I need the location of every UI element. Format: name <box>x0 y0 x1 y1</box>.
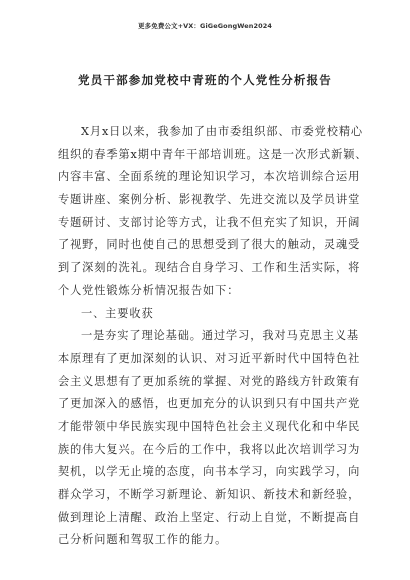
body-line: 了更加深入的感悟，也更加充分的认识到只有中国共产党 <box>58 397 361 411</box>
body-line: 到了深刻的洗礼。现结合自身学习、工作和生活实际，将 <box>58 261 361 275</box>
document-title: 党员干部参加党校中青班的个人党性分析报告 <box>78 73 332 87</box>
body-line: 群众学习，不断学习新理论、新知识、新技术和新经验， <box>58 488 361 501</box>
body-line: 专题讲座、案例分析、影视教学、先进交流以及学员讲堂 <box>58 193 361 207</box>
header-note: 更多免费公文+VX：GiGeGongWen2024 <box>138 22 272 30</box>
body-line: 个人党性锻炼分析情况报告如下： <box>58 283 240 297</box>
body-line: 专题研讨、支部讨论等方式，让我不但充实了知识，开阔 <box>58 215 361 229</box>
body-line: 一、主要收获 <box>81 306 154 320</box>
body-line: 契机，以学无止境的态度，向书本学习，向实践学习，向 <box>58 465 361 479</box>
body-line: 族的伟大复兴。在今后的工作中，我将以此次培训学习为 <box>58 442 361 456</box>
body-line: 才能带领中华民族实现中国特色社会主义现代化和中华民 <box>58 419 361 433</box>
body-line: 组织的春季第x期中青年干部培训班。这是一次形式新颖、 <box>58 147 368 161</box>
body-line: 己分析问题和驾驭工作的能力。 <box>58 533 228 547</box>
body-line: 做到理论上清醒、政治上坚定、行动上自觉，不断提高自 <box>58 510 361 524</box>
body-line: 一是夯实了理论基础。通过学习，我对马克思主义基 <box>81 329 360 343</box>
body-line: 会主义思想有了更加系统的掌握、对党的路线方针政策有 <box>58 374 361 388</box>
body-line: 本原理有了更加深刻的认识、对习近平新时代中国特色社 <box>58 351 361 365</box>
document-body <box>58 121 368 552</box>
body-line: 了视野，同时也使自己的思想受到了很大的触动，灵魂受 <box>58 238 361 252</box>
body-line: X月x日以来，我参加了由市委组织部、市委党校精心 <box>81 125 364 138</box>
body-line: 内容丰富、全面系统的理论知识学习，本次培训综合运用 <box>58 170 361 184</box>
